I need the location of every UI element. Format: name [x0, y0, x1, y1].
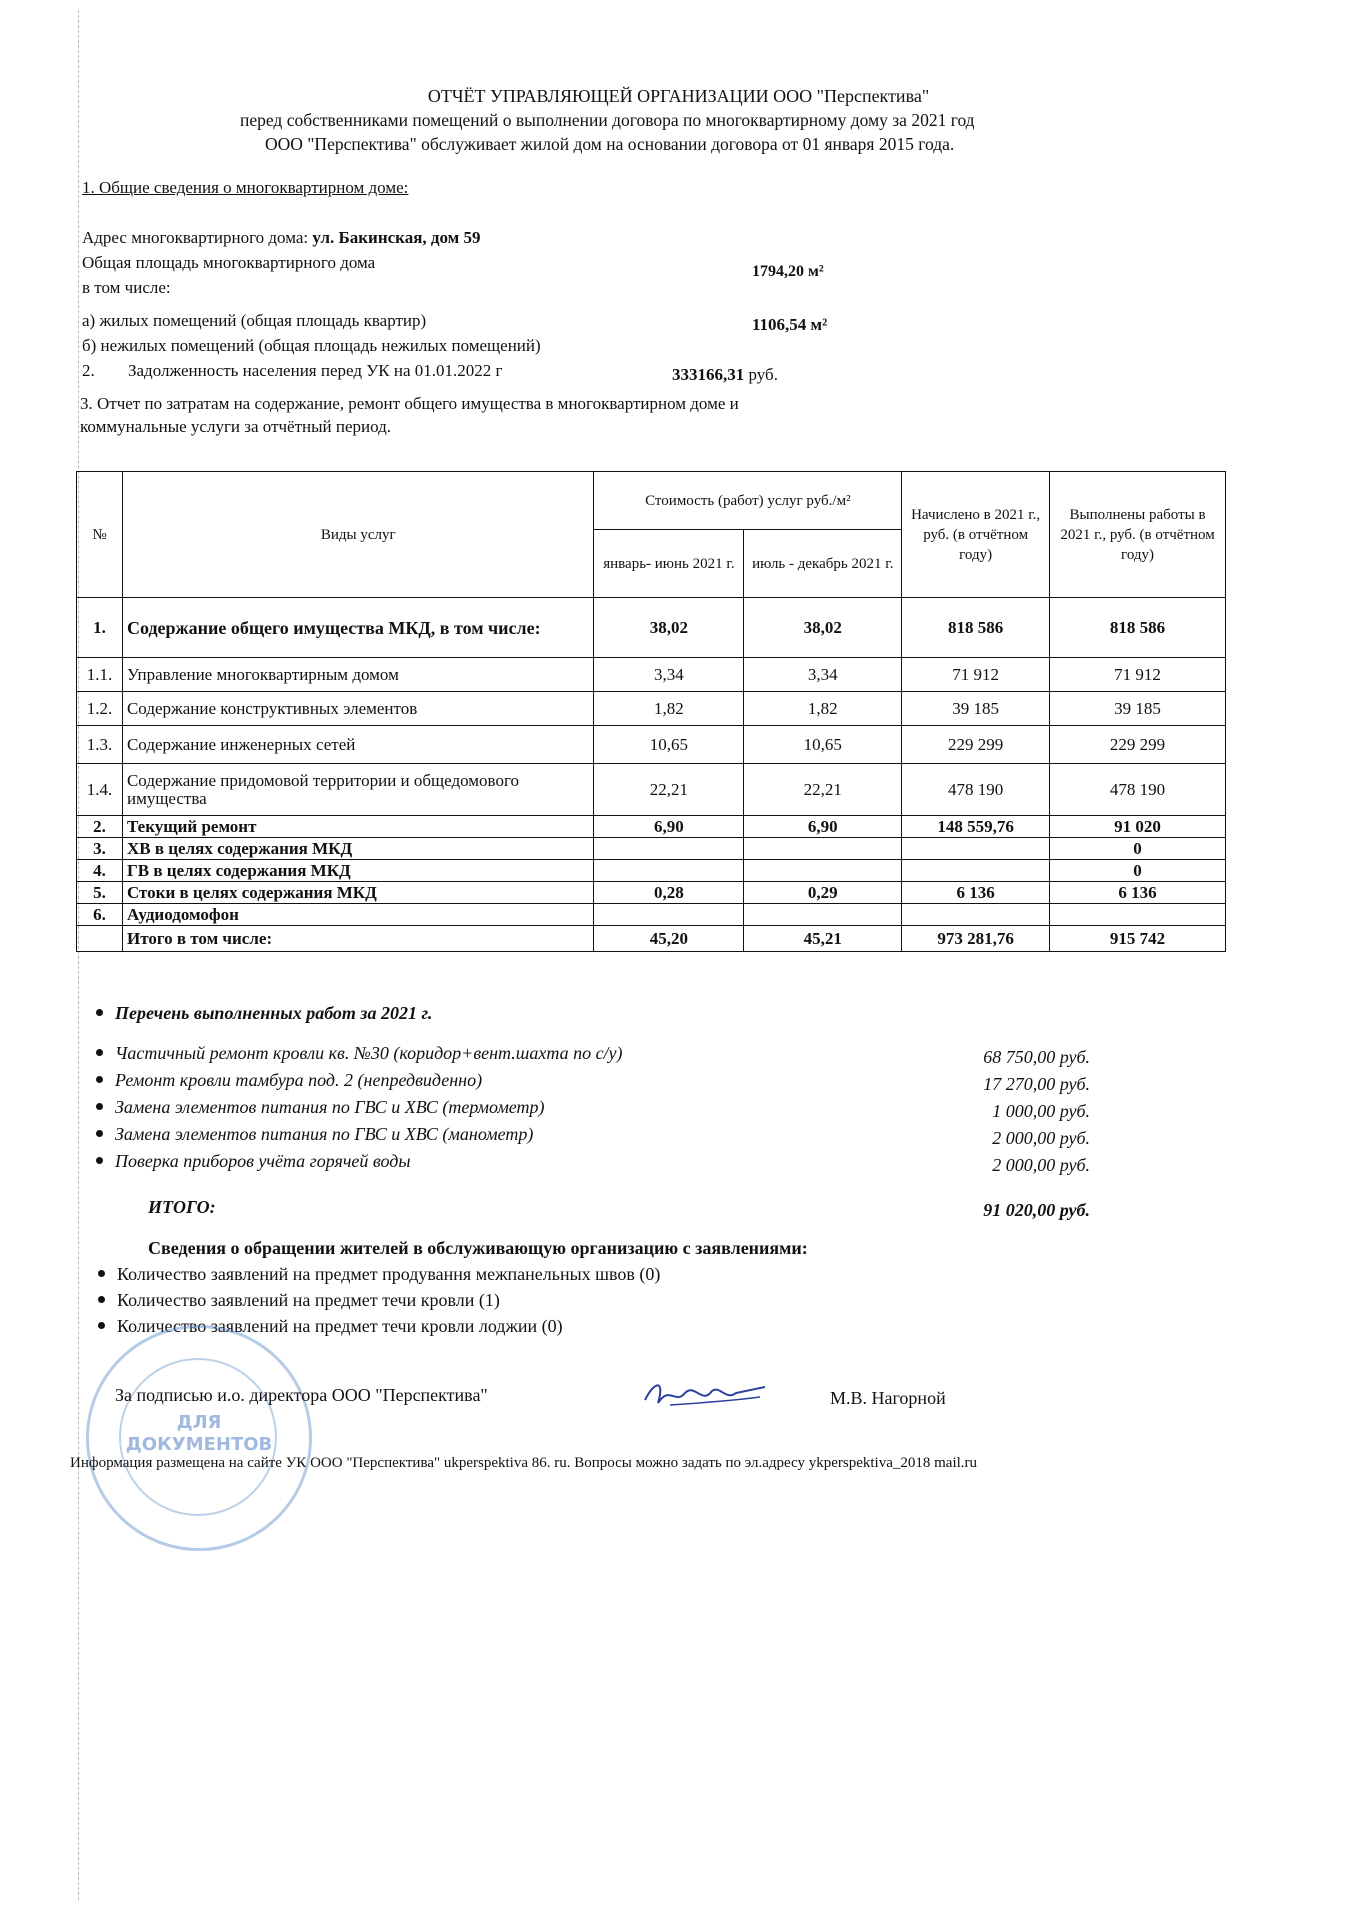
table-row [77, 816, 1226, 838]
row-number: 1. [77, 598, 123, 658]
charged-amount: 71 912 [902, 658, 1050, 692]
done-amount: 91 020 [1050, 816, 1226, 838]
charged-amount [902, 904, 1050, 926]
service-name: Управление многоквартирным домом [122, 658, 594, 692]
charged-amount: 6 136 [902, 882, 1050, 904]
charged-amount: 229 299 [902, 726, 1050, 764]
work-item [96, 1070, 482, 1091]
works-total-value: 91 020,00 руб. [983, 1200, 1090, 1220]
report-subtitle-2: ООО "Перспектива" обслуживает жилой дом на основании договора от 01 января 2015 года. [265, 134, 955, 154]
table-row [77, 860, 1226, 882]
works-total-label: ИТОГО: [148, 1197, 216, 1217]
work-item-amount: 17 270,00 руб. [983, 1074, 1090, 1094]
signature-scribble [640, 1375, 770, 1415]
work-item [96, 1124, 533, 1145]
debt-unit: руб. [744, 365, 778, 384]
cost-h1: 1,82 [594, 692, 744, 726]
table-row [77, 882, 1226, 904]
services-table [76, 471, 1226, 952]
row-number: 6. [77, 904, 123, 926]
header-service: Виды услуг [122, 472, 594, 598]
done-amount: 39 185 [1050, 692, 1226, 726]
done-amount: 0 [1050, 860, 1226, 882]
charged-amount [902, 838, 1050, 860]
bullet-icon [98, 1270, 105, 1277]
cost-h1 [594, 838, 744, 860]
work-item-name: Замена элементов питания по ГВС и ХВС (термометр) [115, 1097, 545, 1117]
header-num: № [77, 472, 123, 598]
row-number: 5. [77, 882, 123, 904]
debt-amount [672, 365, 778, 385]
bullet-icon [98, 1322, 105, 1329]
work-item-amount: 1 000,00 руб. [992, 1101, 1090, 1121]
cost-h2: 10,65 [744, 726, 902, 764]
cost-h2: 38,02 [744, 598, 902, 658]
service-name: ГВ в целях содержания МКД [122, 860, 594, 882]
table-row [77, 726, 1226, 764]
cost-h2 [744, 860, 902, 882]
section-3-line-1: 3. Отчет по затратам на содержание, ремонт общего имущества в многоквартирном доме и [80, 394, 739, 413]
row-number: 1.1. [77, 658, 123, 692]
report-subtitle-1: перед собственниками помещений о выполнении договора по многоквартирному дому за 2021 год [240, 110, 975, 130]
appeal-item-text: Количество заявлений на предмет течи кровли (1) [117, 1290, 500, 1310]
service-name: Аудиодомофон [122, 904, 594, 926]
including-label: в том числе: [82, 278, 171, 297]
living-area-label: а) жилых помещений (общая площадь квартир) [82, 311, 427, 330]
appeal-item-text: Количество заявлений на предмет продування межпанельных швов (0) [117, 1264, 661, 1284]
table-row [77, 904, 1226, 926]
row-number: 3. [77, 838, 123, 860]
cost-h1: 0,28 [594, 882, 744, 904]
service-name: ХВ в целях содержания МКД [122, 838, 594, 860]
cost-h1: 38,02 [594, 598, 744, 658]
stamp-text-1: ДЛЯ [176, 1412, 222, 1433]
charged-amount: 148 559,76 [902, 816, 1050, 838]
cost-h1: 45,20 [594, 926, 744, 952]
address-line [82, 228, 481, 248]
service-name: Содержание инженерных сетей [122, 726, 594, 764]
cost-h1: 10,65 [594, 726, 744, 764]
appeal-item-text: Количество заявлений на предмет течи кровли лоджии (0) [117, 1316, 563, 1336]
total-area-label: Общая площадь многоквартирного дома [82, 253, 376, 272]
cost-h1 [594, 904, 744, 926]
address-value: ул. Бакинская, дом 59 [312, 228, 481, 247]
work-item [96, 1151, 411, 1172]
header-h1: январь- июнь 2021 г. [594, 530, 744, 598]
work-item-name: Замена элементов питания по ГВС и ХВС (манометр) [115, 1124, 534, 1144]
cost-h1: 22,21 [594, 764, 744, 816]
done-amount: 818 586 [1050, 598, 1226, 658]
footer-info: Информация размещена на сайте УК ООО "Перспектива" ukperspektiva 86. ru. Вопросы можно задать по эл.адресу ykperspektiva_2018 mail.ru [70, 1455, 978, 1471]
charged-amount: 478 190 [902, 764, 1050, 816]
done-amount: 915 742 [1050, 926, 1226, 952]
table-row [77, 838, 1226, 860]
done-amount: 6 136 [1050, 882, 1226, 904]
scan-edge-line [78, 10, 79, 1900]
cost-h2: 0,29 [744, 882, 902, 904]
service-name: Стоки в целях содержания МКД [122, 882, 594, 904]
table-row [77, 764, 1226, 816]
work-item-amount: 2 000,00 руб. [992, 1155, 1090, 1175]
bullet-icon [96, 1130, 103, 1137]
work-item-name: Ремонт кровли тамбура под. 2 (непредвиденно) [115, 1070, 483, 1090]
header-charged: Начислено в 2021 г., руб. (в отчётном году) [902, 472, 1050, 598]
appeal-item [98, 1290, 500, 1311]
cost-h2: 1,82 [744, 692, 902, 726]
header-h2: июль - декабрь 2021 г. [744, 530, 902, 598]
charged-amount: 818 586 [902, 598, 1050, 658]
service-name: Содержание придомовой территории и общедомового имущества [122, 764, 594, 816]
debt-number: 2. [82, 361, 95, 380]
living-area-value: 1106,54 м² [752, 315, 828, 334]
bullet-icon [96, 1076, 103, 1083]
works-title: Перечень выполненных работ за 2021 г. [115, 1003, 433, 1023]
cost-h1 [594, 860, 744, 882]
cost-h2: 45,21 [744, 926, 902, 952]
cost-h2 [744, 838, 902, 860]
work-item-name: Поверка приборов учёта горячей воды [115, 1151, 411, 1171]
cost-h2: 3,34 [744, 658, 902, 692]
director-name: М.В. Нагорной [830, 1388, 946, 1408]
header-done: Выполнены работы в 2021 г., руб. (в отчётном году) [1050, 472, 1226, 598]
cost-h1: 3,34 [594, 658, 744, 692]
charged-amount: 973 281,76 [902, 926, 1050, 952]
done-amount: 229 299 [1050, 726, 1226, 764]
charged-amount: 39 185 [902, 692, 1050, 726]
appeals-title: Сведения о обращении жителей в обслуживающую организацию с заявлениями: [148, 1238, 808, 1258]
stamp-text-2: ДОКУМЕНТОВ [125, 1434, 273, 1455]
row-number: 4. [77, 860, 123, 882]
row-number: 1.3. [77, 726, 123, 764]
service-name: Итого в том числе: [122, 926, 594, 952]
table-row [77, 692, 1226, 726]
service-name: Содержание конструктивных элементов [122, 692, 594, 726]
cost-h2 [744, 904, 902, 926]
table-row [77, 926, 1226, 952]
header-cost: Стоимость (работ) услуг руб./м² [594, 472, 902, 530]
section-3-line-2: коммунальные услуги за отчётный период. [80, 417, 392, 436]
done-amount: 478 190 [1050, 764, 1226, 816]
appeal-item [98, 1264, 660, 1285]
cost-h2: 22,21 [744, 764, 902, 816]
total-area-value: 1794,20 м² [752, 263, 824, 280]
works-title-line [96, 1003, 432, 1024]
debt-label: Задолженность населения перед УК на 01.01.2022 г [128, 361, 503, 380]
bullet-icon [96, 1009, 103, 1016]
bullet-icon [96, 1049, 103, 1056]
row-number: 1.2. [77, 692, 123, 726]
section-1-heading: 1. Общие сведения о многоквартирном доме: [82, 178, 409, 197]
report-title: ОТЧЁТ УПРАВЛЯЮЩЕЙ ОРГАНИЗАЦИИ ООО "Перспектива" [427, 86, 930, 106]
work-item [96, 1043, 623, 1064]
cost-h2: 6,90 [744, 816, 902, 838]
bullet-icon [98, 1296, 105, 1303]
table-row [77, 658, 1226, 692]
nonliving-area-label: б) нежилых помещений (общая площадь нежилых помещений) [82, 336, 541, 355]
table-row [77, 598, 1226, 658]
work-item-name: Частичный ремонт кровли кв. №30 (коридор+вент.шахта по с/у) [115, 1043, 623, 1063]
bullet-icon [96, 1103, 103, 1110]
row-number [77, 926, 123, 952]
cost-h1: 6,90 [594, 816, 744, 838]
services-table-body [77, 598, 1226, 952]
organization-stamp [86, 1325, 312, 1551]
address-label: Адрес многоквартирного дома: [82, 228, 313, 247]
service-name: Текущий ремонт [122, 816, 594, 838]
service-name: Содержание общего имущества МКД, в том числе: [122, 598, 594, 658]
row-number: 1.4. [77, 764, 123, 816]
row-number: 2. [77, 816, 123, 838]
debt-value: 333166,31 [672, 365, 745, 384]
done-amount [1050, 904, 1226, 926]
work-item-amount: 2 000,00 руб. [992, 1128, 1090, 1148]
work-item [96, 1097, 545, 1118]
signature-text: За подписью и.о. директора ООО "Перспектива" [115, 1385, 488, 1405]
done-amount: 71 912 [1050, 658, 1226, 692]
bullet-icon [96, 1157, 103, 1164]
work-item-amount: 68 750,00 руб. [983, 1047, 1090, 1067]
charged-amount [902, 860, 1050, 882]
done-amount: 0 [1050, 838, 1226, 860]
